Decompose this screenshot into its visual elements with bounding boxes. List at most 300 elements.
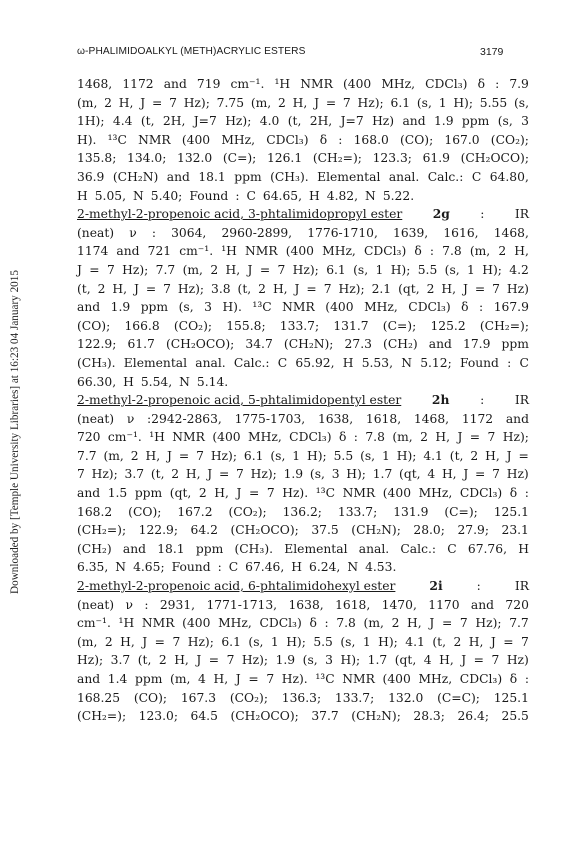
text-token: cm⁻¹.: [107, 430, 142, 445]
text-token: 2H,: [162, 114, 186, 129]
text-token: 3064,: [171, 225, 207, 240]
text-token: NMR: [300, 77, 333, 91]
text-token: J: [133, 281, 139, 296]
text-token: 1468,: [493, 225, 529, 240]
text-token: 1: [270, 634, 279, 649]
text-token: Hz);: [187, 634, 214, 649]
text-token: :: [429, 244, 435, 259]
text-token: (qt,: [169, 486, 192, 501]
text-token: and: [77, 486, 101, 501]
text-token: C: [447, 541, 457, 556]
text-token: 2: [130, 448, 139, 463]
text-token: MHz,: [418, 672, 453, 686]
text-token: Hz);: [225, 114, 252, 129]
text-line: [77, 558, 529, 577]
text-token: Hz): [506, 653, 529, 668]
text-token: (s,: [444, 262, 460, 277]
text-token: Hz): [372, 114, 395, 129]
text-token: J: [429, 616, 435, 631]
text-token: 7.75: [216, 95, 245, 110]
text-token: H,: [213, 672, 229, 686]
text-token: 5.40;: [150, 188, 183, 203]
text-token: (s,: [248, 634, 264, 649]
text-token: (CO₂);: [173, 318, 213, 333]
text-token: J: [461, 653, 467, 668]
text-line: [77, 503, 529, 522]
text-token: (CO₂);: [229, 690, 268, 705]
text-token: :: [353, 430, 358, 445]
text-token: 34.7: [245, 337, 273, 352]
text-token: :2942-2863,: [147, 411, 222, 426]
text-token: Hz);: [122, 262, 149, 277]
text-token: 7: [169, 95, 177, 110]
text-token: Found: [459, 355, 499, 370]
text-token: J: [457, 430, 463, 445]
text-token: 7.9: [509, 77, 529, 91]
text-token: H,: [120, 634, 135, 649]
text-token: H);: [286, 634, 306, 649]
text-token: (s,: [270, 448, 286, 463]
text-token: 2: [453, 634, 462, 649]
text-token: 1: [467, 262, 475, 277]
text-token: N: [179, 374, 190, 389]
text-token: Hz);: [77, 653, 104, 668]
text-line: [77, 261, 529, 280]
text-token: and: [163, 77, 187, 91]
text-token: 36.9: [77, 169, 105, 184]
text-token: 7: [521, 634, 529, 649]
text-token: H,: [514, 244, 529, 259]
text-token: 1.9: [110, 300, 131, 315]
text-token: Hz);: [241, 653, 269, 668]
text-token: 28.3;: [413, 709, 445, 724]
text-token: (m,: [392, 430, 413, 445]
text-token: 4: [423, 653, 432, 668]
text-token: 5.5: [313, 634, 333, 649]
text-token: J: [235, 672, 241, 686]
text-token: N: [347, 560, 359, 575]
text-token: =: [475, 467, 486, 482]
text-token: 2: [198, 486, 207, 501]
text-token: 1174: [77, 244, 109, 259]
text-token: 27.3: [344, 337, 372, 352]
text-token: (400: [181, 132, 211, 147]
text-line: [77, 428, 529, 447]
text-token: MHz,: [381, 77, 416, 91]
text-token: 7: [226, 653, 235, 668]
text-token: :: [480, 393, 485, 408]
text-line: [77, 651, 529, 670]
text-line: [77, 335, 529, 354]
text-token: (400: [182, 616, 211, 631]
text-token: (CH₂=);: [77, 709, 127, 724]
text-token: 7: [491, 653, 500, 668]
text-token: (s,: [302, 653, 318, 668]
text-token: H,: [174, 653, 189, 668]
text-token: CDCl₃): [289, 430, 332, 445]
text-token: 7: [236, 467, 244, 482]
text-token: and: [470, 597, 495, 612]
text-token: (s,: [360, 448, 376, 463]
text-line: [77, 633, 529, 652]
text-token: N: [401, 355, 412, 370]
text-token: anal.: [388, 169, 420, 184]
compound-heading-line: [77, 577, 529, 596]
text-token: C: [471, 169, 482, 184]
text-token: (CO₂);: [228, 504, 267, 519]
text-token: 4.0: [259, 114, 280, 129]
text-token: anal.: [358, 541, 390, 556]
text-token: (C=);: [382, 318, 417, 333]
text-token: and: [116, 244, 140, 259]
text-token: Hz);: [183, 95, 210, 110]
text-token: 2: [391, 616, 400, 631]
text-token: 155.8;: [226, 318, 266, 333]
text-token: 135.8;: [77, 151, 117, 166]
text-token: δ: [319, 132, 328, 147]
text-token: H,: [272, 281, 288, 296]
text-token: (qt,: [394, 653, 417, 668]
text-token: 1.7: [367, 653, 388, 668]
text-line: [77, 224, 529, 243]
text-token: H: [309, 188, 320, 203]
text-token: 6.1: [390, 95, 411, 110]
compound-heading-line: [77, 205, 529, 224]
text-token: 26.4;: [457, 709, 489, 724]
text-token: C: [277, 355, 288, 370]
compound-name: 2-methyl-2-propenoic acid, 6-phtalimidohexyl ester: [77, 579, 396, 594]
text-token: J: [294, 281, 300, 296]
text-token: 721: [147, 244, 172, 259]
text-token: (m,: [250, 95, 272, 110]
text-token: 720: [77, 430, 101, 445]
text-token: 1775-1703,: [234, 411, 306, 426]
text-token: 37.5: [311, 523, 339, 538]
text-token: ppm: [234, 169, 262, 184]
text-token: =: [259, 262, 271, 277]
text-token: 5.05,: [94, 188, 127, 203]
text-token: =: [469, 430, 481, 445]
text-token: =: [208, 653, 220, 668]
text-token: =: [248, 672, 259, 686]
text-token: H,: [485, 448, 500, 463]
text-token: (CH₂OCO);: [460, 151, 529, 166]
text-token: 1172: [461, 411, 494, 426]
text-token: 1638,: [317, 411, 354, 426]
text-token: 64.65,: [262, 188, 303, 203]
text-token: 131.7: [333, 318, 369, 333]
text-token: :: [324, 616, 329, 631]
text-token: (m,: [77, 634, 98, 649]
text-token: ppm: [501, 337, 529, 352]
text-token: 1470,: [381, 597, 417, 612]
text-token: H,: [407, 616, 422, 631]
text-token: N: [133, 188, 144, 203]
compound-name: 2-methyl-2-propenoic acid, 5-phtalimidopentyl ester: [77, 393, 402, 408]
text-line: [77, 242, 529, 261]
text-token: 132.0: [388, 690, 424, 705]
text-token: 18.1: [198, 169, 226, 184]
text-token: 123.0;: [138, 709, 178, 724]
text-token: 7: [266, 486, 275, 501]
text-token: J: [314, 95, 320, 110]
text-token: (t,: [77, 281, 91, 296]
text-token: CDCl₃): [459, 672, 503, 686]
text-token: N: [115, 560, 127, 575]
text-line: [77, 484, 529, 503]
text-token: (m,: [103, 448, 124, 463]
text-token: 1170: [428, 597, 460, 612]
text-token: J: [490, 634, 496, 649]
text-token: 5.54,: [140, 374, 173, 389]
text-token: =: [441, 616, 453, 631]
text-token: H,: [439, 653, 454, 668]
text-token: H,: [435, 430, 451, 445]
text-token: 1.7: [372, 467, 393, 482]
text-token: 2: [210, 262, 219, 277]
text-token: 4.65;: [133, 560, 165, 575]
text-token: J: [140, 95, 146, 110]
text-token: 1: [438, 95, 447, 110]
text-token: N: [365, 188, 376, 203]
text-token: 5.55: [479, 95, 508, 110]
text-token: CDCl₃): [259, 616, 302, 631]
text-token: 133.7;: [279, 318, 320, 333]
text-line: [77, 168, 529, 187]
text-token: H,: [214, 486, 229, 501]
text-token: :: [524, 486, 529, 501]
text-token: 2: [420, 430, 428, 445]
text-token: ¹H: [274, 77, 291, 91]
text-token: and: [77, 672, 101, 686]
text-token: 1H);: [77, 114, 105, 129]
text-token: (s,: [497, 114, 513, 129]
text-line: [77, 131, 529, 150]
text-token: 136.3;: [281, 690, 322, 705]
text-token: δ: [509, 672, 518, 686]
text-token: :: [217, 560, 222, 575]
text-token: ¹³C: [252, 300, 272, 315]
text-token: 23.1: [501, 523, 529, 538]
text-token: (m,: [170, 672, 191, 686]
text-token: and: [505, 411, 529, 426]
text-token: H: [518, 541, 529, 556]
text-token: :: [480, 207, 485, 222]
text-token: (400: [342, 77, 372, 91]
text-token: 6.1: [243, 448, 264, 463]
text-token: δ: [338, 430, 347, 445]
running-title: ω-PHALIMIDOALKYL (METH)ACRYLIC ESTERS: [77, 46, 306, 57]
text-token: 6.24,: [309, 560, 341, 575]
text-line: [77, 354, 529, 373]
text-token: 17.9: [463, 337, 491, 352]
text-token: (t,: [140, 114, 155, 129]
text-token: 131.9: [393, 504, 429, 519]
text-token: H,: [292, 95, 308, 110]
text-token: Hz);: [210, 448, 237, 463]
text-token: H);: [396, 448, 417, 463]
text-token: 2: [470, 448, 479, 463]
text-token: 2: [278, 95, 286, 110]
text-token: J: [142, 634, 148, 649]
text-token: 6.1: [221, 634, 241, 649]
text-token: 1.9: [433, 114, 454, 129]
text-token: ν: [129, 225, 137, 240]
text-token: (m,: [77, 95, 98, 110]
text-token: NMR: [342, 486, 376, 501]
text-token: (t,: [150, 467, 165, 482]
text-token: (m,: [363, 616, 384, 631]
text-token: 1618,: [365, 411, 402, 426]
text-token: J: [462, 281, 468, 296]
text-token: Hz);: [91, 467, 118, 482]
text-token: =: [89, 262, 100, 277]
text-token: J: [236, 486, 242, 501]
text-token: 3: [331, 467, 340, 482]
text-token: 7: [277, 262, 286, 277]
text-token: =: [248, 486, 260, 501]
text-token: H);: [482, 262, 502, 277]
text-token: 2.1: [371, 281, 392, 296]
text-token: 3: [204, 300, 212, 315]
text-token: 61.7: [127, 337, 155, 352]
text-token: :: [479, 300, 484, 315]
text-token: CDCl₃): [425, 77, 468, 91]
text-token: Calc.:: [427, 169, 464, 184]
text-token: H);: [340, 653, 361, 668]
text-token: MHz,: [418, 486, 453, 501]
text-token: 7: [163, 281, 171, 296]
text-token: ¹³C: [107, 132, 127, 147]
text-token: Hz);: [177, 281, 205, 296]
text-token: C: [519, 355, 529, 370]
text-token: =: [145, 281, 157, 296]
text-line: [77, 614, 529, 633]
text-token: H,: [468, 634, 484, 649]
text-token: (400: [325, 300, 354, 315]
text-token: J: [247, 262, 253, 277]
text-token: 4.1: [423, 448, 443, 463]
text-token: CDCl₃): [363, 244, 407, 259]
text-token: 122.9;: [138, 523, 178, 538]
text-token: cm⁻¹.: [77, 616, 111, 631]
text-token: 2: [171, 467, 180, 482]
compound-label: 2g: [432, 206, 450, 222]
text-token: H: [291, 560, 303, 575]
text-token: =: [178, 448, 190, 463]
text-token: 1468,: [413, 411, 450, 426]
text-token: 167.3: [180, 690, 217, 705]
text-token: H,: [185, 467, 201, 482]
text-line: [77, 149, 529, 168]
text-token: 1468,: [77, 77, 113, 91]
text-token: CDCl₃): [459, 486, 503, 501]
text-token: 167.0: [444, 132, 480, 147]
text-token: J: [463, 467, 469, 482]
text-token: (neat): [77, 225, 115, 240]
text-token: cm⁻¹.: [179, 244, 214, 259]
text-token: 5.14.: [196, 374, 229, 389]
text-token: (CO);: [400, 132, 434, 147]
text-token: δ: [309, 616, 317, 631]
text-token: (400: [285, 244, 315, 259]
text-token: ppm: [195, 541, 224, 556]
text-line: [77, 94, 529, 113]
text-token: ppm: [134, 672, 163, 686]
text-token: 3.7: [110, 653, 131, 668]
text-token: δ: [461, 300, 469, 315]
text-token: 67.46,: [245, 560, 285, 575]
text-token: Hz): [506, 281, 529, 296]
text-token: 133.7;: [334, 690, 375, 705]
text-token: (s,: [178, 300, 194, 315]
compound-label: 2i: [429, 578, 443, 594]
text-token: 4.53.: [365, 560, 397, 575]
text-token: 1.9: [275, 653, 296, 668]
text-token: (400: [212, 430, 241, 445]
text-token: (CH₃).: [234, 541, 274, 556]
text-token: IR: [514, 207, 529, 222]
text-token: Hz);: [292, 262, 319, 277]
text-token: 7: [196, 448, 204, 463]
text-token: :: [495, 77, 500, 91]
text-token: 3: [325, 653, 333, 668]
text-token: H: [123, 374, 134, 389]
text-token: anal.: [195, 355, 226, 370]
text-line: [77, 75, 529, 94]
text-token: 7: [492, 467, 500, 482]
text-token: (400: [382, 672, 411, 686]
text-token: 4.4: [112, 114, 133, 129]
text-token: and: [402, 114, 426, 129]
text-token: 168.0: [353, 132, 389, 147]
text-token: 18.1: [157, 541, 185, 556]
text-token: ¹H: [118, 616, 135, 631]
text-token: 7.8: [365, 430, 385, 445]
text-token: 1771-1713,: [206, 597, 278, 612]
text-line: [77, 112, 529, 131]
text-token: 4.1: [405, 634, 425, 649]
text-token: 5.12;: [420, 355, 452, 370]
text-token: 7: [323, 281, 332, 296]
text-token: 125.1: [493, 504, 529, 519]
text-token: NMR: [245, 244, 278, 259]
text-token: NMR: [282, 300, 315, 315]
text-token: 2: [498, 244, 507, 259]
text-token: 64.80,: [489, 169, 529, 184]
text-token: 5.5: [333, 448, 354, 463]
text-token: δ: [477, 77, 485, 91]
text-token: H,: [225, 262, 241, 277]
text-token: 1172: [122, 77, 154, 91]
text-token: and: [428, 337, 452, 352]
text-token: MHz,: [218, 616, 252, 631]
text-token: 27.9;: [457, 523, 489, 538]
text-token: 3.7: [124, 467, 145, 482]
text-token: H);: [390, 262, 411, 277]
text-token: 6.35,: [77, 560, 109, 575]
text-line: [77, 187, 529, 206]
text-token: 167.9: [493, 300, 529, 315]
text-token: 2: [158, 653, 167, 668]
text-token: Elemental: [284, 541, 348, 556]
text-token: and: [166, 169, 190, 184]
text-token: (CH₂): [77, 541, 112, 556]
text-line: [77, 521, 529, 540]
text-token: 7: [487, 430, 496, 445]
text-token: MHz,: [248, 430, 282, 445]
text-token: 3.8: [211, 281, 231, 296]
